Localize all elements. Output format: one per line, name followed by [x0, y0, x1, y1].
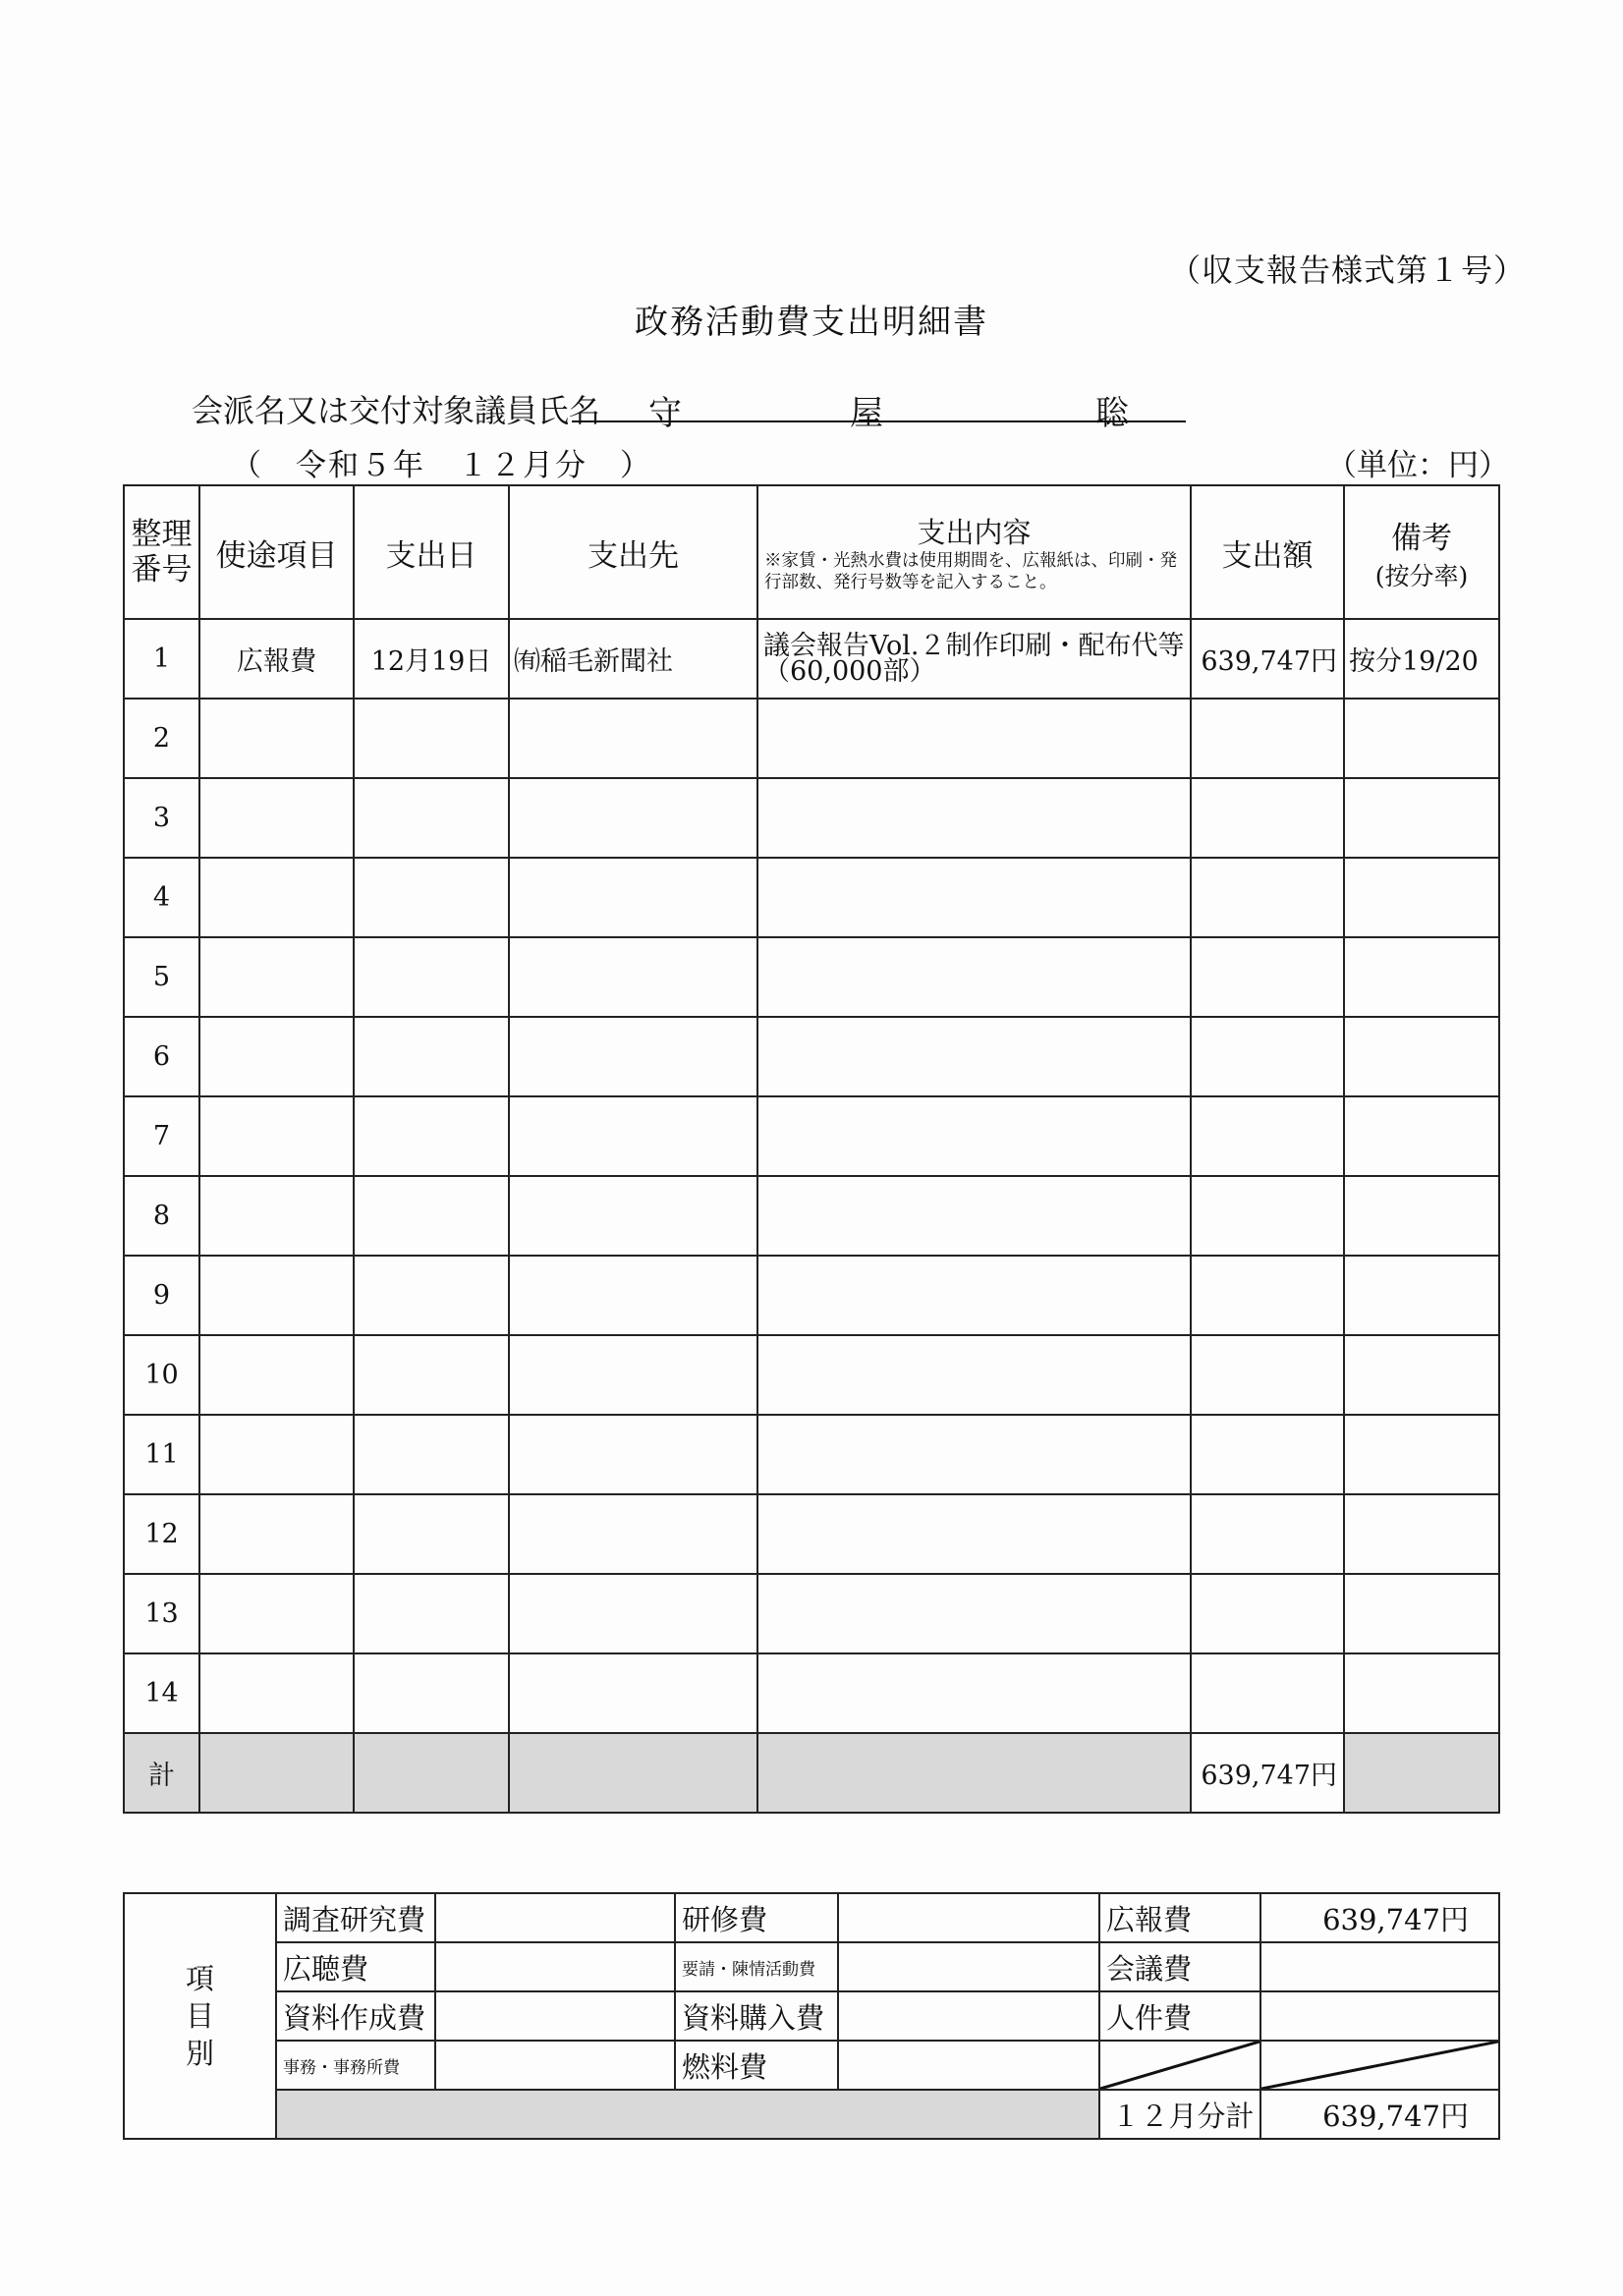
table-row	[124, 858, 1499, 937]
row-content	[757, 1096, 1191, 1176]
row-payee	[509, 1096, 757, 1176]
row-date	[354, 1494, 509, 1574]
row-remarks	[1344, 1256, 1499, 1335]
row-remarks	[1344, 1176, 1499, 1256]
row-date	[354, 1176, 509, 1256]
row-amount	[1191, 858, 1344, 937]
row-purpose	[199, 1176, 354, 1256]
summary-table	[123, 1892, 1500, 2140]
table-row	[124, 1256, 1499, 1335]
row-payee	[509, 937, 757, 1017]
summary-label: 広報費	[1099, 1893, 1260, 1942]
header-remarks-line1: 備考	[1391, 520, 1452, 556]
row-number: 8	[124, 1176, 199, 1256]
total-row	[124, 1733, 1499, 1813]
row-date	[354, 1017, 509, 1096]
summary-label: 調査研究費	[276, 1893, 435, 1942]
row-purpose: 広報費	[199, 619, 354, 699]
summary-label: 燃料費	[675, 2041, 838, 2090]
row-payee	[509, 858, 757, 937]
header-date: 支出日	[354, 485, 509, 619]
row-amount	[1191, 937, 1344, 1017]
diagonal-strike	[1100, 2042, 1259, 2089]
summary-value	[435, 1893, 675, 1942]
document-title: 政務活動費支出明細書	[635, 303, 988, 342]
header-number-line1: 整理	[131, 517, 193, 552]
row-amount	[1191, 1335, 1344, 1415]
row-purpose	[199, 1256, 354, 1335]
summary-value	[838, 1942, 1099, 1991]
row-purpose	[199, 1096, 354, 1176]
summary-value: 639,747円	[1260, 1893, 1499, 1942]
row-payee	[509, 1415, 757, 1494]
table-row	[124, 937, 1499, 1017]
row-content	[757, 1415, 1191, 1494]
summary-label: 要請・陳情活動費	[675, 1942, 838, 1991]
total-filler	[509, 1733, 757, 1813]
row-content	[757, 1653, 1191, 1733]
row-purpose	[199, 1653, 354, 1733]
row-number: 13	[124, 1574, 199, 1653]
row-remarks	[1344, 778, 1499, 858]
row-remarks	[1344, 699, 1499, 778]
item-by-char: 別	[185, 2037, 214, 2070]
header-remarks	[1344, 485, 1499, 619]
row-remarks	[1344, 1017, 1499, 1096]
applicant-name-char: 屋	[850, 394, 883, 433]
row-content-line1: 議会報告Vol.２制作印刷・配布代等	[763, 630, 1185, 661]
row-amount	[1191, 1096, 1344, 1176]
table-row	[124, 1415, 1499, 1494]
applicant-label: 会派名又は交付対象議員氏名	[192, 392, 601, 429]
row-remarks	[1344, 1096, 1499, 1176]
header-purpose: 使途項目	[199, 485, 354, 619]
row-number: 12	[124, 1494, 199, 1574]
item-by-label	[124, 1893, 276, 2139]
row-number: 5	[124, 937, 199, 1017]
row-content	[757, 858, 1191, 937]
summary-label: 会議費	[1099, 1942, 1260, 1991]
table-row	[124, 1494, 1499, 1574]
month-total-value: 639,747円	[1260, 2090, 1499, 2139]
row-date	[354, 1335, 509, 1415]
table-row	[124, 1096, 1499, 1176]
summary-label: 人件費	[1099, 1991, 1260, 2041]
row-payee	[509, 778, 757, 858]
header-content-main: 支出内容	[917, 516, 1032, 549]
row-content-line2: （60,000部）	[763, 655, 936, 687]
row-amount: 639,747円	[1191, 619, 1344, 699]
total-filler	[354, 1733, 509, 1813]
row-date	[354, 699, 509, 778]
row-purpose	[199, 1494, 354, 1574]
row-number: 10	[124, 1335, 199, 1415]
row-date	[354, 1653, 509, 1733]
row-amount	[1191, 1017, 1344, 1096]
month-total-label: １２月分計	[1099, 2090, 1260, 2139]
row-purpose	[199, 1017, 354, 1096]
row-content	[757, 1017, 1191, 1096]
row-payee	[509, 1256, 757, 1335]
row-number: 14	[124, 1653, 199, 1733]
row-payee	[509, 1335, 757, 1415]
table-row	[124, 1335, 1499, 1415]
row-purpose	[199, 1574, 354, 1653]
row-purpose	[199, 1335, 354, 1415]
row-content	[757, 778, 1191, 858]
summary-value	[1260, 1991, 1499, 2041]
table-row	[124, 699, 1499, 778]
row-content	[757, 937, 1191, 1017]
row-payee	[509, 699, 757, 778]
header-remarks-line2: (按分率)	[1374, 561, 1469, 590]
row-content	[757, 1494, 1191, 1574]
header-amount: 支出額	[1191, 485, 1344, 619]
row-amount	[1191, 778, 1344, 858]
header-number-line2: 番号	[131, 552, 193, 588]
summary-label: 事務・事務所費	[276, 2041, 435, 2090]
row-content	[757, 1335, 1191, 1415]
row-payee: ㈲稲毛新聞社	[509, 619, 757, 699]
table-row	[124, 1176, 1499, 1256]
header-number	[124, 485, 199, 619]
row-amount	[1191, 1494, 1344, 1574]
row-payee	[509, 1653, 757, 1733]
row-amount	[1191, 1653, 1344, 1733]
row-payee	[509, 1017, 757, 1096]
row-content	[757, 1256, 1191, 1335]
row-remarks	[1344, 937, 1499, 1017]
applicant-name-char: 聡	[1095, 394, 1129, 433]
row-remarks	[1344, 1494, 1499, 1574]
item-by-char: 目	[185, 1999, 214, 2033]
total-filler	[199, 1733, 354, 1813]
row-purpose	[199, 937, 354, 1017]
total-filler	[1344, 1733, 1499, 1813]
reporting-period: （ 令和５年 １２月分 ）	[231, 448, 652, 483]
row-date	[354, 937, 509, 1017]
summary-label: 研修費	[675, 1893, 838, 1942]
row-amount	[1191, 1176, 1344, 1256]
applicant-name-char: 守	[648, 394, 682, 433]
row-purpose	[199, 858, 354, 937]
header-content-note: ※家賃・光熱水費は使用期間を、広報紙は、印刷・発行部数、発行号数等を記入すること。	[764, 551, 1177, 592]
header-payee: 支出先	[509, 485, 757, 619]
row-remarks	[1344, 1335, 1499, 1415]
header-content	[757, 485, 1191, 619]
row-date: 12月19日	[354, 619, 509, 699]
row-payee	[509, 1574, 757, 1653]
row-remarks	[1344, 1415, 1499, 1494]
table-row	[124, 1574, 1499, 1653]
summary-label: 広聴費	[276, 1942, 435, 1991]
struck-cell	[1260, 2041, 1499, 2090]
row-remarks	[1344, 858, 1499, 937]
total-label: 計	[124, 1733, 199, 1813]
row-remarks	[1344, 1653, 1499, 1733]
row-purpose	[199, 1415, 354, 1494]
table-row	[124, 619, 1499, 699]
summary-value	[838, 1991, 1099, 2041]
row-amount	[1191, 699, 1344, 778]
row-date	[354, 1415, 509, 1494]
row-payee	[509, 1494, 757, 1574]
table-row	[124, 1653, 1499, 1733]
row-date	[354, 1574, 509, 1653]
summary-value	[435, 1942, 675, 1991]
row-amount	[1191, 1574, 1344, 1653]
row-number: 6	[124, 1017, 199, 1096]
row-date	[354, 778, 509, 858]
row-amount	[1191, 1256, 1344, 1335]
row-content	[757, 1176, 1191, 1256]
diagonal-strike	[1261, 2042, 1498, 2089]
row-number: 7	[124, 1096, 199, 1176]
total-amount: 639,747円	[1191, 1733, 1344, 1813]
row-content	[757, 699, 1191, 778]
row-number: 4	[124, 858, 199, 937]
row-date	[354, 858, 509, 937]
row-payee	[509, 1176, 757, 1256]
row-content	[757, 1574, 1191, 1653]
form-number: （収支報告様式第１号）	[1169, 252, 1527, 289]
row-date	[354, 1096, 509, 1176]
summary-value	[435, 1991, 675, 2041]
row-purpose	[199, 699, 354, 778]
row-content	[757, 619, 1191, 699]
table-row	[124, 778, 1499, 858]
row-date	[354, 1256, 509, 1335]
summary-value	[838, 2041, 1099, 2090]
row-remarks	[1344, 1574, 1499, 1653]
table-header-row	[124, 485, 1499, 619]
month-total-filler	[276, 2090, 1099, 2139]
expenditure-table	[123, 484, 1500, 1814]
summary-value	[435, 2041, 675, 2090]
row-purpose	[199, 778, 354, 858]
row-number: 11	[124, 1415, 199, 1494]
row-number: 9	[124, 1256, 199, 1335]
row-number: 3	[124, 778, 199, 858]
summary-label: 資料作成費	[276, 1991, 435, 2041]
row-amount	[1191, 1415, 1344, 1494]
item-by-char: 項	[185, 1962, 214, 1995]
row-number: 1	[124, 619, 199, 699]
table-row	[124, 1017, 1499, 1096]
unit-label: （単位：円）	[1326, 448, 1509, 483]
summary-label: 資料購入費	[675, 1991, 838, 2041]
summary-value	[1260, 1942, 1499, 1991]
row-remarks: 按分19/20	[1344, 619, 1499, 699]
summary-value	[838, 1893, 1099, 1942]
row-number: 2	[124, 699, 199, 778]
struck-cell	[1099, 2041, 1260, 2090]
total-filler	[757, 1733, 1191, 1813]
